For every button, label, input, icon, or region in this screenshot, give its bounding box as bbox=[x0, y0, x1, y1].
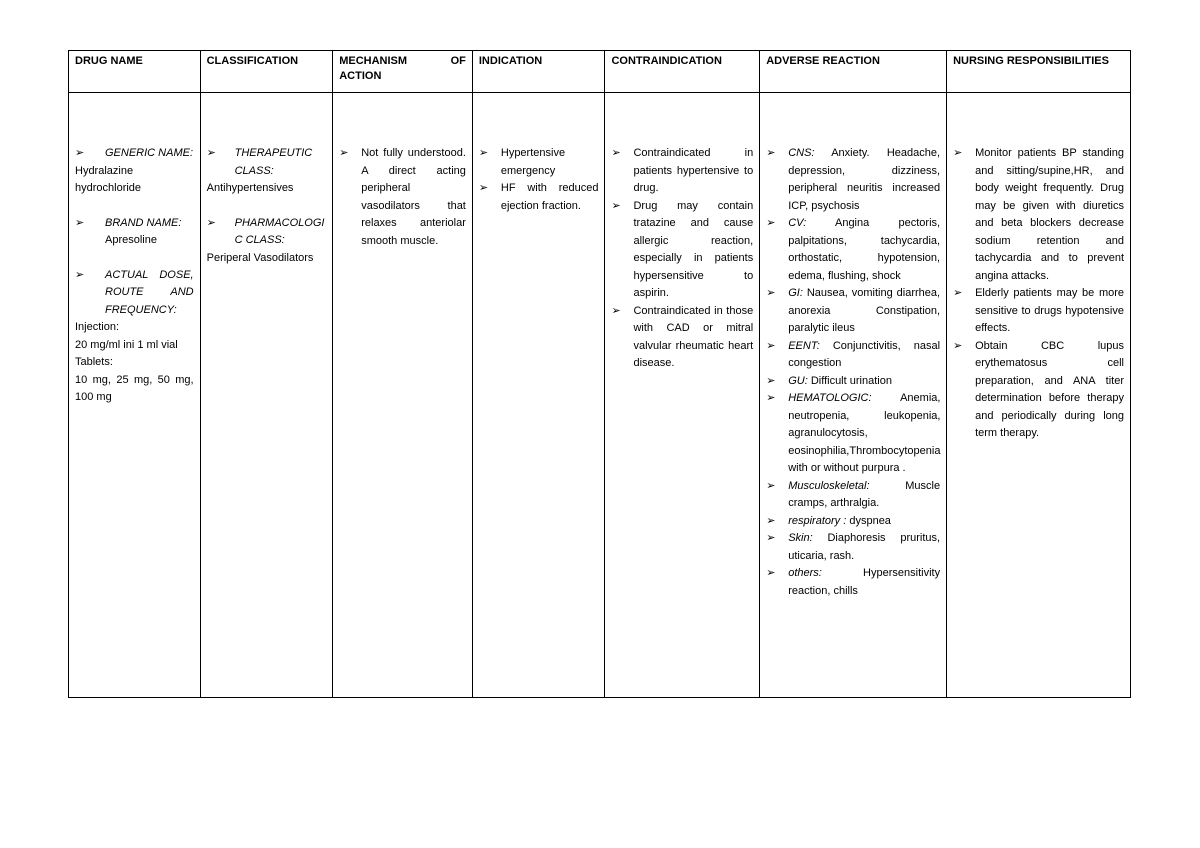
nursing-item bbox=[953, 145, 1124, 285]
arrow-bullet-icon: ➢ bbox=[953, 147, 963, 159]
indication-item bbox=[479, 145, 599, 180]
adverse-label: Musculoskeletal: bbox=[788, 479, 870, 492]
adverse-label: EENT: bbox=[788, 339, 820, 352]
therapeutic-class-label: THERAPEUTIC CLASS: bbox=[234, 147, 313, 177]
therapeutic-class-value: Antihypertensives bbox=[206, 182, 294, 194]
adverse-item-eent bbox=[766, 338, 940, 373]
drug-name-cell bbox=[69, 93, 201, 698]
arrow-bullet-icon: ➢ bbox=[611, 304, 621, 317]
nursing-cell bbox=[947, 93, 1131, 698]
adverse-text: Hypersensitivity reaction, chills bbox=[788, 567, 941, 597]
generic-name-value: Hydralazine hydrochloride bbox=[75, 164, 142, 194]
adverse-text: Diaphoresis pruritus, uticaria, rash. bbox=[788, 532, 941, 562]
pharmacologic-class-value: Periperal Vasodilators bbox=[206, 251, 314, 264]
indication-item bbox=[479, 180, 599, 215]
header-drug-name: DRUG NAME bbox=[69, 51, 201, 93]
adverse-item-musculoskeletal bbox=[766, 478, 940, 513]
adverse-label: others: bbox=[788, 567, 822, 579]
brand-name-item bbox=[75, 215, 194, 233]
nursing-item bbox=[953, 285, 1124, 338]
adverse-text: Nausea, vomiting diarrhea, anorexia Constipation, paralytic ileus bbox=[788, 287, 941, 334]
arrow-bullet-icon: ➢ bbox=[766, 567, 776, 579]
adverse-item-skin bbox=[766, 530, 940, 565]
adverse-label: Skin: bbox=[788, 532, 813, 544]
indication-text: Hypertensive emergency bbox=[500, 147, 566, 177]
arrow-bullet-icon: ➢ bbox=[953, 287, 963, 299]
header-classification: CLASSIFICATION bbox=[200, 51, 333, 93]
generic-name-item bbox=[75, 145, 194, 163]
arrow-bullet-icon: ➢ bbox=[766, 339, 776, 352]
arrow-bullet-icon: ➢ bbox=[766, 147, 776, 159]
arrow-bullet-icon: ➢ bbox=[75, 216, 85, 229]
contraindication-text: Drug may contain tratazine and cause allergic reaction, especially in patients hypersensitive to aspirin. bbox=[633, 199, 754, 299]
tablets-label: Tablets: bbox=[75, 356, 113, 368]
contraindication-item bbox=[611, 303, 753, 373]
indication-cell bbox=[472, 93, 605, 698]
adverse-item-gi bbox=[766, 285, 940, 338]
injection-value: 20 mg/ml ini 1 ml vial bbox=[75, 338, 178, 351]
mechanism-text: Not fully understood. A direct acting peripheral vasodilators that relaxes anteriolar smooth muscle. bbox=[361, 147, 466, 247]
arrow-bullet-icon: ➢ bbox=[339, 147, 349, 159]
arrow-bullet-icon: ➢ bbox=[766, 217, 776, 229]
adverse-label: HEMATOLOGIC: bbox=[788, 392, 872, 404]
injection-label: Injection: bbox=[75, 321, 120, 333]
arrow-bullet-icon: ➢ bbox=[766, 374, 776, 387]
arrow-bullet-icon: ➢ bbox=[766, 479, 776, 492]
adverse-label: CV: bbox=[788, 217, 807, 229]
adverse-label: respiratory : bbox=[788, 514, 847, 527]
arrow-bullet-icon: ➢ bbox=[206, 147, 216, 159]
adverse-text: Anemia, neutropenia, leukopenia, agranulocytosis, eosinophilia,Thrombocytopenia with or without purpura . bbox=[788, 392, 941, 474]
arrow-bullet-icon: ➢ bbox=[766, 287, 776, 299]
adverse-item-gu bbox=[766, 373, 940, 391]
header-nursing: NURSING RESPONSIBILITIES bbox=[947, 51, 1131, 93]
arrow-bullet-icon: ➢ bbox=[478, 182, 489, 194]
dose-item bbox=[75, 267, 194, 320]
pharmacologic-class-label: PHARMACOLOGIC CLASS: bbox=[234, 216, 325, 246]
header-contraindication: CONTRAINDICATION bbox=[605, 51, 760, 93]
arrow-bullet-icon: ➢ bbox=[75, 147, 85, 159]
adverse-text: Conjunctivitis, nasal congestion bbox=[788, 339, 941, 369]
generic-name-label: GENERIC NAME: bbox=[105, 147, 194, 159]
arrow-bullet-icon: ➢ bbox=[766, 392, 776, 404]
arrow-bullet-icon: ➢ bbox=[478, 147, 489, 159]
pharmacologic-class-item bbox=[207, 215, 327, 250]
arrow-bullet-icon: ➢ bbox=[611, 147, 621, 159]
nursing-text: Obtain CBC lupus erythematosus cell preparation, and ANA titer determination before therapy and periodically during long term therapy. bbox=[975, 339, 1124, 439]
classification-cell bbox=[200, 93, 333, 698]
adverse-item-cns bbox=[766, 145, 940, 215]
contraindication-item bbox=[611, 145, 753, 198]
therapeutic-class-item bbox=[207, 145, 327, 180]
dose-label: ACTUAL DOSE, ROUTE AND FREQUENCY: bbox=[105, 268, 194, 316]
brand-name-value: Apresoline bbox=[105, 234, 157, 246]
adverse-item-others bbox=[766, 565, 940, 600]
header-row bbox=[69, 51, 1131, 93]
drug-study-table bbox=[68, 50, 1131, 698]
nursing-text: Monitor patients BP standing and sitting/supine,HR, and body weight frequently. Drug may be given with diuretics and beta blockers decrease sodium retention and tachycardia and to prevent angina attacks. bbox=[975, 147, 1124, 282]
nursing-text: Elderly patients may be more sensitive to drugs hypotensive effects. bbox=[975, 287, 1124, 334]
nursing-item bbox=[953, 338, 1124, 443]
adverse-item-hematologic bbox=[766, 390, 940, 478]
brand-name-label: BRAND NAME: bbox=[105, 216, 182, 229]
contraindication-item bbox=[611, 198, 753, 303]
arrow-bullet-icon: ➢ bbox=[766, 514, 776, 527]
adverse-item-cv bbox=[766, 215, 940, 285]
arrow-bullet-icon: ➢ bbox=[206, 216, 216, 229]
arrow-bullet-icon: ➢ bbox=[766, 532, 776, 544]
adverse-label: GI: bbox=[788, 287, 803, 299]
adverse-label: CNS: bbox=[788, 147, 815, 159]
header-indication: INDICATION bbox=[472, 51, 605, 93]
arrow-bullet-icon: ➢ bbox=[953, 339, 963, 352]
adverse-label: GU: bbox=[788, 374, 808, 387]
indication-text: HF with reduced ejection fraction. bbox=[500, 182, 599, 212]
adverse-text: Anxiety. Headache, depression, dizziness, peripheral neuritis increased ICP, psychosis bbox=[788, 147, 941, 212]
mechanism-item bbox=[339, 145, 466, 250]
content-row bbox=[69, 93, 1131, 698]
arrow-bullet-icon: ➢ bbox=[75, 268, 85, 281]
adverse-text: Difficult urination bbox=[807, 374, 892, 387]
tablets-value: 10 mg, 25 mg, 50 mg, 100 mg bbox=[75, 373, 194, 403]
adverse-item-respiratory bbox=[766, 513, 940, 531]
header-mechanism: MECHANISM OF ACTION bbox=[333, 51, 473, 93]
arrow-bullet-icon: ➢ bbox=[611, 199, 621, 212]
adverse-text: Muscle cramps, arthralgia. bbox=[788, 479, 941, 509]
contraindication-text: Contraindicated in those with CAD or mitral valvular rheumatic heart disease. bbox=[633, 304, 754, 369]
contraindication-cell bbox=[605, 93, 760, 698]
header-adverse-reaction: ADVERSE REACTION bbox=[760, 51, 947, 93]
adverse-text: dyspnea bbox=[846, 514, 891, 527]
mechanism-cell bbox=[333, 93, 473, 698]
adverse-reaction-cell bbox=[760, 93, 947, 698]
adverse-text: Angina pectoris, palpitations, tachycardia, orthostatic, hypotension, edema, flushing, shock bbox=[788, 217, 941, 282]
contraindication-text: Contraindicated in patients hypertensive to drug. bbox=[633, 147, 754, 194]
